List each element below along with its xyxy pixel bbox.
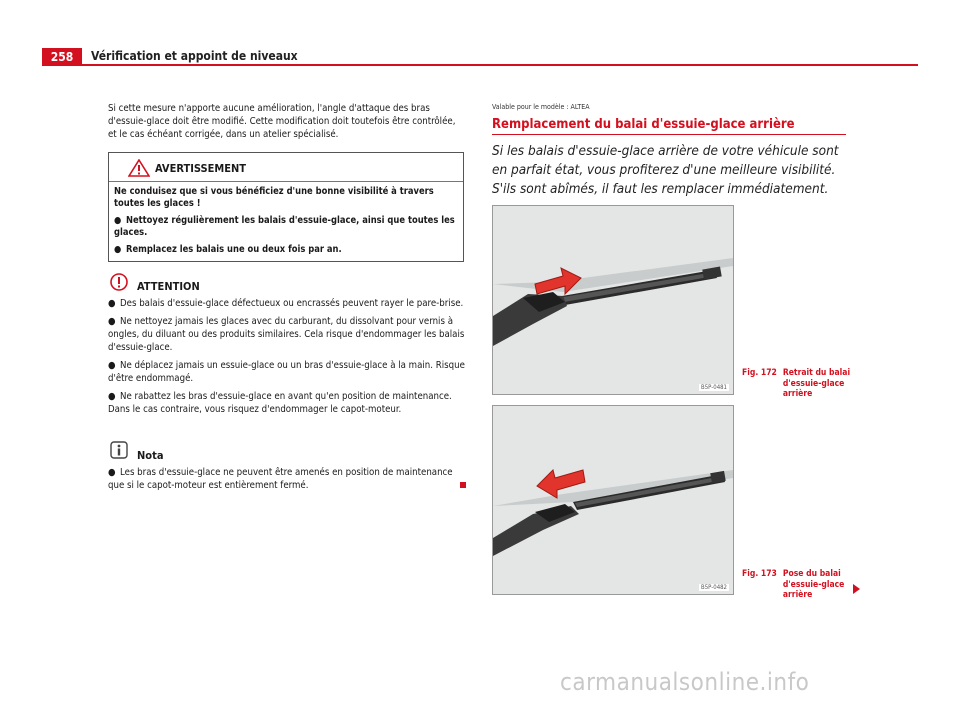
figure-172-caption bbox=[742, 368, 875, 400]
figure-number: Fig. 172 bbox=[742, 368, 777, 378]
figure-173-image bbox=[492, 405, 734, 595]
section-heading: Remplacement du balai d'essuie-glace arrière bbox=[492, 117, 795, 132]
page-number: 258 bbox=[42, 48, 82, 66]
figure-caption-text: Pose du balai d'essuie-glace arrière bbox=[782, 569, 845, 600]
bullet-icon: ● bbox=[108, 298, 116, 309]
attention-item: ● Ne rabattez les bras d'essuie-glace en avant qu'en position de maintenance. Dans le cas contraire, vous risquez d'endommager le capot-moteur. bbox=[108, 391, 452, 415]
valid-for-label: Valable pour le modèle : ALTEA bbox=[492, 103, 590, 111]
section-lead: Si les balais d'essuie-glace arrière de votre véhicule sont en parfait état, vous profiterez d'une meilleure visibilité. S'ils sont abîmés, il faut les remplacer immédiatement. bbox=[492, 143, 839, 197]
warning-triangle-icon bbox=[128, 159, 150, 177]
intro-text-block bbox=[108, 102, 464, 155]
bullet-icon: ● bbox=[108, 316, 116, 327]
warning-title: AVERTISSEMENT bbox=[155, 162, 247, 175]
note-info-icon bbox=[110, 441, 128, 459]
page-header-title: Vérification et appoint de niveaux bbox=[91, 49, 298, 63]
warning-lead: Ne conduisez que si vous bénéficiez d'une bonne visibilité à travers toutes les glaces ! bbox=[114, 186, 434, 210]
note-title: Nota bbox=[137, 449, 164, 462]
bullet-icon: ● bbox=[108, 467, 116, 478]
warning-header bbox=[109, 153, 463, 182]
attention-list bbox=[108, 297, 466, 421]
watermark: carmanualsonline.info bbox=[560, 668, 810, 696]
section-end-marker bbox=[460, 482, 466, 488]
wiper-removal-illustration bbox=[493, 206, 733, 394]
intro-paragraph: Si cette mesure n'apporte aucune amélioration, l'angle d'attaque des bras d'essuie-glace doit être modifié. Cette modification doit toutefois être contrôlée, et le cas échéant corrigée, dans un atelier spécialisé. bbox=[108, 103, 456, 140]
warning-item: ● Nettoyez régulièrement les balais d'essuie-glace, ainsi que toutes les glaces. bbox=[114, 214, 455, 239]
attention-item: ● Ne déplacez jamais un essuie-glace ou un bras d'essuie-glace à la main. Risque d'être endommagé. bbox=[108, 360, 465, 384]
attention-item: ● Ne nettoyez jamais les glaces avec du carburant, du dissolvant pour vernis à ongles, du diluant ou des produits similaires. Cela risque d'endommager les balais d'essuie-glace. bbox=[108, 316, 465, 353]
bullet-icon: ● bbox=[108, 360, 116, 371]
attention-title: ATTENTION bbox=[137, 280, 200, 293]
figure-caption-text: Retrait du balai d'essuie-glace arrière bbox=[782, 368, 851, 399]
bullet-icon: ● bbox=[108, 391, 116, 402]
warning-body bbox=[109, 182, 463, 256]
note-list bbox=[108, 466, 466, 497]
section-heading-rule bbox=[492, 134, 846, 135]
warning-item: ● Remplacez les balais une ou deux fois par an. bbox=[114, 243, 342, 255]
header-divider bbox=[82, 64, 918, 66]
note-item: ● Les bras d'essuie-glace ne peuvent être amenés en position de maintenance que si le capot-moteur est entièrement fermé. bbox=[108, 467, 453, 491]
figure-number: Fig. 173 bbox=[742, 569, 777, 579]
continue-arrow-icon bbox=[853, 584, 860, 594]
warning-box bbox=[108, 152, 464, 262]
attention-item: ● Des balais d'essuie-glace défectueux ou encrassés peuvent rayer le pare-brise. bbox=[108, 298, 464, 309]
wiper-install-illustration bbox=[493, 406, 733, 594]
figure-code: B5P-0482 bbox=[701, 584, 727, 591]
bullet-icon: ● bbox=[114, 214, 122, 226]
figure-code: B5P-0481 bbox=[701, 384, 727, 391]
bullet-icon: ● bbox=[114, 243, 122, 255]
figure-172-image bbox=[492, 205, 734, 395]
attention-exclamation-icon bbox=[110, 273, 128, 291]
